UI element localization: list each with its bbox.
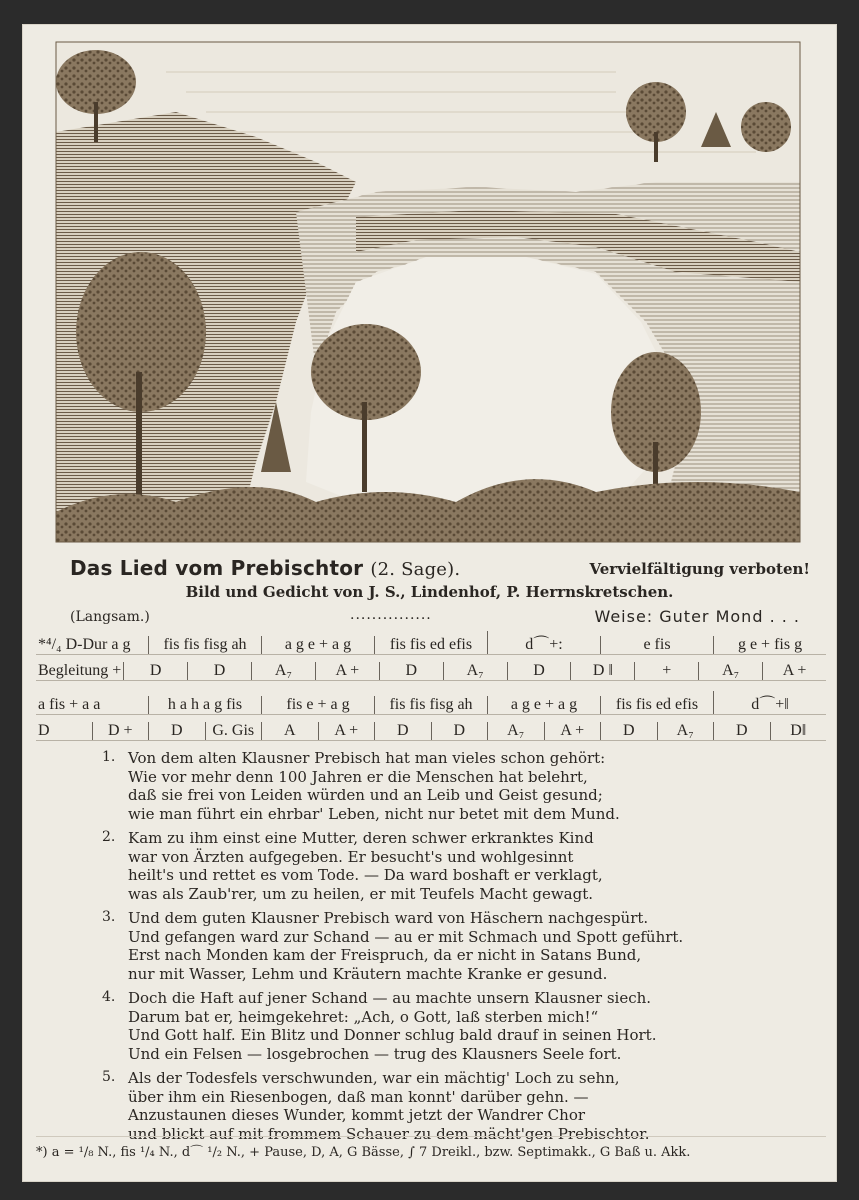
notation-cell: A₇ xyxy=(487,722,544,740)
notation-cell: A + xyxy=(318,722,375,740)
notation-cell: A₇ xyxy=(698,662,762,680)
notation-cell: d⌒+: xyxy=(487,631,600,654)
notation-cell: fis fis fisg ah xyxy=(148,636,261,654)
verse-number: 2. xyxy=(102,829,116,845)
accompaniment-row-1 xyxy=(36,658,826,681)
notation-cell: fis fis fisg ah xyxy=(374,696,487,714)
verse xyxy=(102,829,822,903)
verse xyxy=(102,1069,822,1143)
notation-cell: A + xyxy=(544,722,601,740)
verse-line: war von Ärzten aufgegeben. Er besucht's und wohlgesinnt xyxy=(128,847,574,866)
notation-cell: g e + fis g xyxy=(713,636,826,654)
verse-line: Von dem alten Klausner Prebisch hat man vieles schon gehört: xyxy=(128,749,606,767)
notation-cell: G. Gis xyxy=(205,722,262,740)
tempo-row xyxy=(70,607,800,627)
notation-cell: Begleitung + xyxy=(38,662,122,679)
verse-line: wie man führt ein ehrbar' Leben, nicht nur betet mit dem Mund. xyxy=(128,804,620,823)
verse-number: 5. xyxy=(102,1069,116,1085)
verse-line: daß sie frei von Leiden würden und an Leib und Geist gesund; xyxy=(128,786,603,804)
verse-line: was als Zaub'rer, um zu heilen, er mit Teufels Macht gewagt. xyxy=(128,884,594,903)
verse-number: 4. xyxy=(102,989,116,1005)
notation-cell: D xyxy=(713,722,770,740)
verse-number: 1. xyxy=(102,749,116,765)
verse xyxy=(102,749,822,823)
verse-line: Als der Todesfels verschwunden, war ein mächtig' Loch zu sehn, xyxy=(128,1069,620,1087)
notation-cell: A + xyxy=(315,662,379,680)
notation-cell: fis fis ed efis xyxy=(600,696,713,714)
footnote: *) a = ¹/₈ N., fis ¹/₄ N., d⌒ ¹/₂ N., + Pause, D, A, G Bässe, ∫ 7 Dreikl., bzw. Septimakk., G Baß u. Akk. xyxy=(36,1136,826,1160)
notation-cell: D xyxy=(600,722,657,740)
notation-cell: fis e + a g xyxy=(261,696,374,714)
melody-reference: Weise: Guter Mond . . . xyxy=(594,607,800,626)
notation-cell: A₇ xyxy=(657,722,714,740)
verse-line: Und ein Felsen — losgebrochen — trug des Klausners Seele fort. xyxy=(128,1044,622,1063)
notation-cell: D xyxy=(187,662,251,680)
melody-row-1 xyxy=(36,632,826,655)
notation-cell: *⁴/₄ D-Dur a g xyxy=(38,636,131,653)
title-row xyxy=(70,556,810,582)
notation-cell: A xyxy=(261,722,318,740)
notation-cell: D xyxy=(38,722,50,739)
notation-cell: e fis xyxy=(600,636,713,654)
notation-cell: D xyxy=(148,722,205,740)
melody-row-2 xyxy=(36,692,826,715)
notation-cell: D xyxy=(379,662,443,680)
verse-line: und blickt auf mit frommem Schauer zu dem mächt'gen Prebischtor. xyxy=(128,1124,650,1143)
notation-cell: D xyxy=(123,662,187,680)
song-title: Das Lied vom Prebischtor (2. Sage). xyxy=(70,556,461,580)
notation-cell: A + xyxy=(762,662,826,680)
verse-line: Und Gott half. Ein Blitz und Donner schlug bald drauf in seinen Hort. xyxy=(128,1026,657,1044)
verse-line: Doch die Haft auf jener Schand — au machte unsern Klausner siech. xyxy=(128,989,652,1007)
verse-line: Anzustaunen dieses Wunder, kommt jetzt der Wandrer Chor xyxy=(128,1106,586,1124)
verse-line: Wie vor mehr denn 100 Jahren er die Menschen hat belehrt, xyxy=(128,767,588,786)
notation-cell: fis fis ed efis xyxy=(374,636,487,654)
notation-cell: D xyxy=(507,662,571,680)
verse xyxy=(102,909,822,983)
notation-cell: a g e + a g xyxy=(487,696,600,714)
verse-line: nur mit Wasser, Lehm und Kräutern machte Kranke er gesund. xyxy=(128,964,608,983)
verse-line: Und gefangen ward zur Schand — au er mit Schmach und Spott geführt. xyxy=(128,927,684,946)
postcard xyxy=(22,24,837,1182)
notation-cell: D‖ xyxy=(770,722,827,740)
dotted-separator: ............... xyxy=(350,607,432,623)
verse-line: über ihm ein Riesenbogen, daß man konnt' darüber gehn. — xyxy=(128,1087,589,1106)
verse-line: Und dem guten Klausner Prebisch ward von Häschern nachgespürt. xyxy=(128,909,649,927)
verse xyxy=(102,989,822,1063)
prebischtor-illustration xyxy=(56,42,800,542)
tempo-marking: (Langsam.) xyxy=(70,609,150,625)
verse-number: 3. xyxy=(102,909,116,925)
notation-cell: A₇ xyxy=(443,662,507,680)
notation-cell: D xyxy=(431,722,488,740)
notation-cell: a g e + a g xyxy=(261,636,374,654)
verse-line: Darum bat er, heimgekehret: „Ach, o Gott, laß sterben mich!“ xyxy=(128,1007,599,1026)
notation-cell: D + xyxy=(92,722,149,740)
notation-cell: A₇ xyxy=(251,662,315,680)
notation-cell: D xyxy=(374,722,431,740)
verse-line: Erst nach Monden kam der Freispruch, da er nicht in Satans Bund, xyxy=(128,946,642,964)
notation-cell: + xyxy=(634,662,698,680)
accompaniment-row-2 xyxy=(36,718,826,741)
byline: Bild und Gedicht von J. S., Lindenhof, P. Herrnskretschen. xyxy=(185,583,674,601)
verses xyxy=(102,749,822,1149)
notation-cell: a fis + a a xyxy=(38,696,101,713)
notation-cell: D ‖ xyxy=(570,662,634,680)
notation-cell: d⌒+‖ xyxy=(713,691,826,714)
notation-cell: h a h a g fis xyxy=(148,696,261,714)
verse-line: heilt's und rettet es vom Tode. — Da ward boshaft er verklagt, xyxy=(128,866,603,884)
verse-line: Kam zu ihm einst eine Mutter, deren schwer erkranktes Kind xyxy=(128,829,594,847)
copyright-notice: Vervielfältigung verboten! xyxy=(589,560,810,578)
